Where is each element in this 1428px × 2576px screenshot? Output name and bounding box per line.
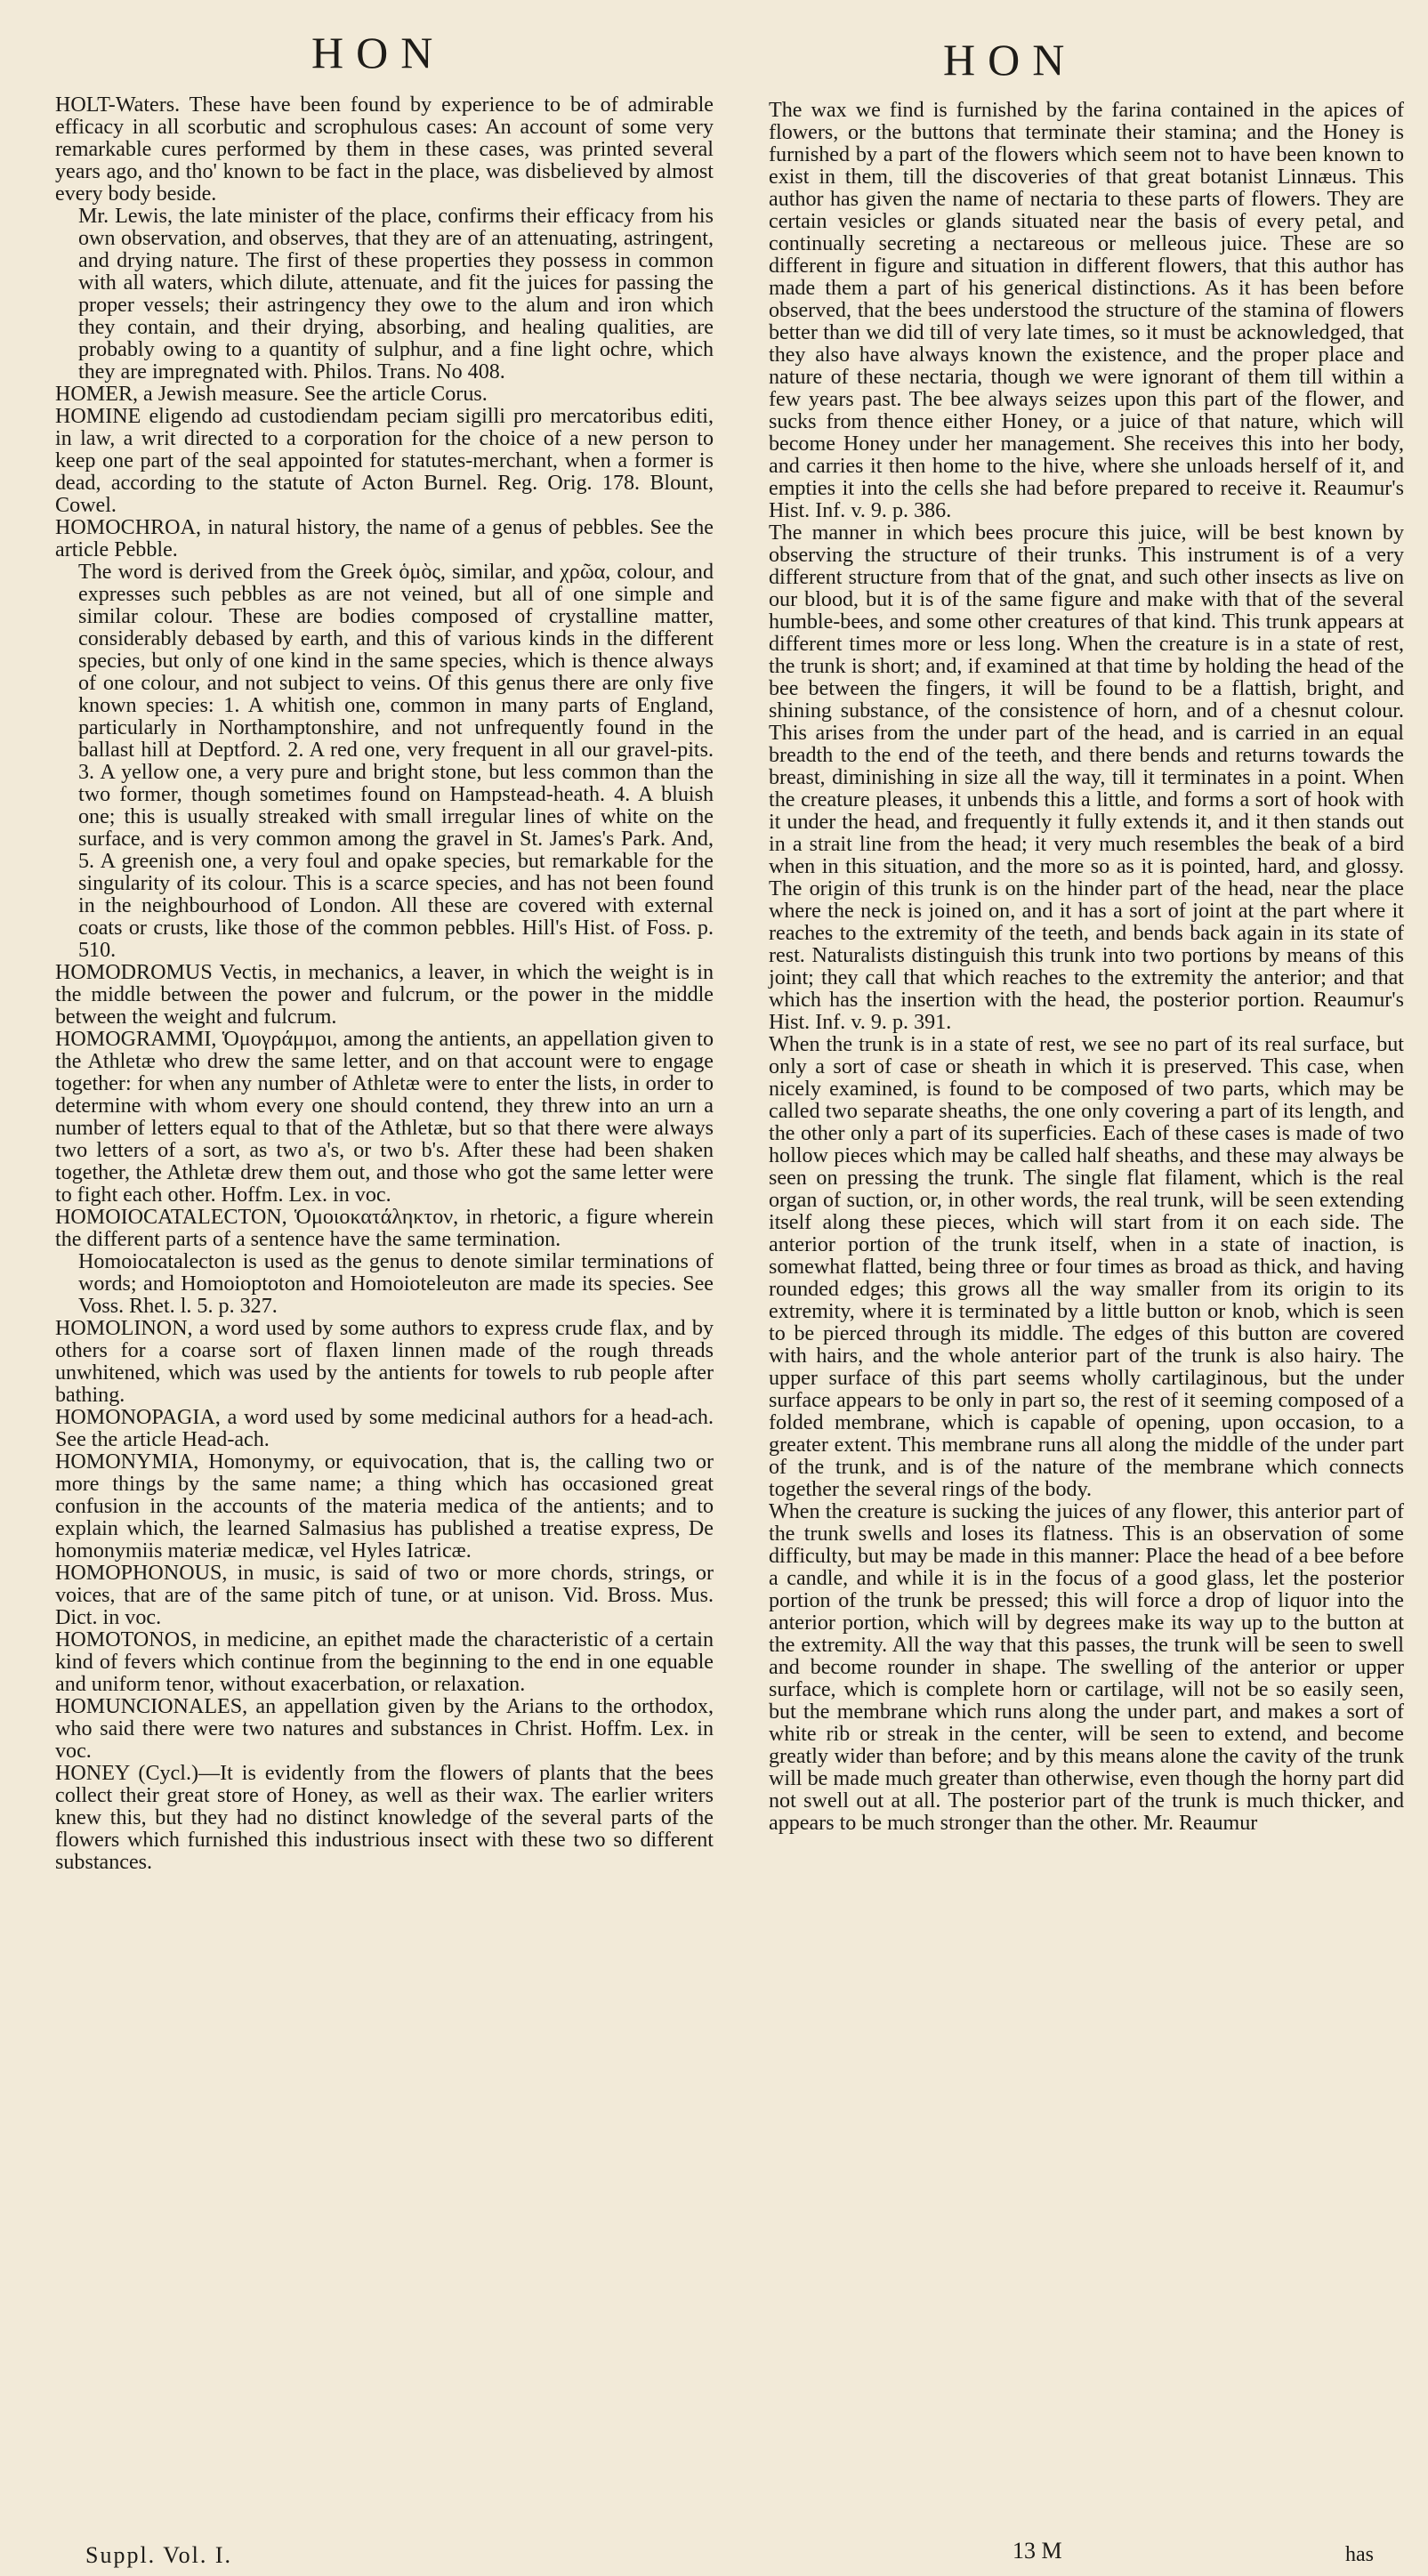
paragraph: HOMUNCIONALES, an appellation given by the Arians to the orthodox, who said there were two natures and substances in Christ. Hoffm. Lex. in voc. bbox=[55, 1695, 714, 1763]
running-head-right: HON bbox=[943, 35, 1077, 85]
paragraph: HOMER, a Jewish measure. See the article Corus. bbox=[55, 383, 488, 406]
paragraph: The wax we find is furnished by the farina contained in the apices of flowers, or the buttons that terminate their stamina; and the Honey is furnished by a part of the flowers which seem not to have been known to exist in them, till the discoveries of that great botanist Linnæus. This author has given the name of nectaria to these parts of flowers. They are certain vesicles or glands situated near the basis of every petal, and continually secreting a nectareous or melleous juice. These are so different in figure and situation in different flowers, that this author has made them a part of his generical distinctions. As it has been before observed, that the bees understood the structure of the stamina of flowers better than we did till of very late times, so it must be acknowledged, that they also have always known the existence, and the proper place and nature of these nectaria, though we were ignorant of them till within a few years past. The bee always seizes upon this part of the flower, and sucks from thence either Honey, or a juice of that nature, which will become Honey under her management. She receives this into her body, and carries it then home to the hive, where she unloads herself of it, and empties it into the cells she had before prepared to receive it. Reaumur's Hist. Inf. v. 9. p. 386. bbox=[769, 100, 1404, 522]
left-column bbox=[55, 94, 714, 2515]
running-head-left: HON bbox=[311, 28, 446, 77]
paragraph: HOMOGRAMMI, Ὁμογράμμοι, among the antients, an appellation given to the Athletæ who drew the same letter, and on that account were to engage together: for when any number of Athletæ were to enter the lists, in order to determine with whom every one should contend, they threw into an urn a number of letters equal to that of the Athletæ, but so that there were always two letters of a sort, as two a's, or two b's. After these had been shaken together, the Athletæ drew them out, and those who got the same letter were to fight each other. Hoffm. Lex. in voc. bbox=[55, 1028, 714, 1207]
paragraph: HOMOLINON, a word used by some authors to express crude flax, and by others for a coarse sort of flaxen linnen made of the rough threads unwhitened, which was used by the antients for towels to rub people after bathing. bbox=[55, 1317, 714, 1407]
paragraph: HOMOCHROA, in natural history, the name of a genus of pebbles. See the article Pebble. bbox=[55, 516, 714, 561]
signature-mark: 13 M bbox=[1013, 2538, 1062, 2564]
paragraph: Homoiocatalecton is used as the genus to denote similar terminations of words; and Homoioptoton and Homoioteleuton are made its species. See Voss. Rhet. l. 5. p. 327. bbox=[78, 1250, 714, 1318]
paragraph: HOMONOPAGIA, a word used by some medicinal authors for a head-ach. See the article Head-ach. bbox=[55, 1406, 714, 1451]
paragraph: HOMOPHONOUS, in music, is said of two or more chords, strings, or voices, that are of the same pitch of tune, or at unison. Vid. Bross. Mus. Dict. in voc. bbox=[55, 1562, 714, 1629]
paragraph: The manner in which bees procure this juice, will be best known by observing the structure of their trunks. This instrument is of a very different structure from that of the gnat, and such other insects as live on our blood, but it is of the same figure and make with that of the several humble-bees, and some other creatures of that kind. This trunk appears at different times more or less long. When the creature is in a state of rest, the trunk is short; and, if examined at that time by holding the head of the bee between the fingers, it will be found to be a flattish, bright, and shining substance, of the consistence of horn, and of a chesnut colour. This arises from the under part of the head, and is carried in an equal breadth to the end of the teeth, and there bends and returns towards the breast, diminishing in size all the way, till it terminates in a point. When the creature pleases, it unbends this a little, and forms a sort of hook with it under the head, and frequently it fully extends it, and it then stands out in a strait line from the head; it very much resembles the beak of a bird when in this situation, and the more so as it is pointed, hard, and glossy. The origin of this trunk is on the hinder part of the head, near the place where the neck is joined on, and it has a sort of joint at the part where it reaches to the extremity of the teeth, and bends back again in its state of rest. Naturalists distinguish this trunk into two portions by means of this joint; they call that which reaches to the extremity the anterior; and that which has the insertion with the head, the posterior portion. Reaumur's Hist. Inf. v. 9. p. 391. bbox=[769, 521, 1404, 1034]
right-column bbox=[746, 100, 1404, 2520]
paragraph: Mr. Lewis, the late minister of the place, confirms their efficacy from his own observation, and observes, that they are of an attenuating, astringent, and drying nature. The first of these properties they possess in common with all waters, which dilute, attenuate, and fit the juices for passing the proper vessels; their astringency they owe to the alum and iron which they contain, and their drying, absorbing, and healing qualities, are probably owing to a quantity of sulphur, and a fine light ochre, which they are impregnated with. Philos. Trans. No 408. bbox=[78, 205, 714, 384]
paragraph: HOMOTONOS, in medicine, an epithet made the characteristic of a certain kind of fevers which continue from the beginning to the end in one equable and uniform tenor, without exacerbation, or relaxation. bbox=[55, 1628, 714, 1696]
paragraph: When the creature is sucking the juices of any flower, this anterior part of the trunk swells and loses its flatness. This is an observation of some difficulty, but may be made in this manner: Place the head of a bee before a candle, and while it is in the focus of a good glass, let the posterior portion of the trunk be pressed; this will force a drop of liquor into the anterior portion, which will by degrees make its way up to the button at the extremity. All the way that this passes, the trunk will be seen to swell and become rounder in shape. The swelling of the anterior or upper surface, which is complete horn or cartilage, will not be so easily seen, but the membrane which runs along the under part, and makes a sort of white rib or streak in the center, will be seen to extend, and become greatly wider than before; and by this means alone the cavity of the trunk will be made much greater than otherwise, even though the horny part did not swell out at all. The posterior part of the trunk is much thicker, and appears to be much stronger than the other. Mr. Reaumur bbox=[769, 1500, 1404, 1835]
paragraph: HOMONYMIA, Homonymy, or equivocation, that is, the calling two or more things by the same name; a thing which has occasioned great confusion in the accounts of the materia medica of the antients; and to explain which, the learned Salmasius has published a treatise express, De homonymiis materiæ medicæ, vel Hyles Iatricæ. bbox=[55, 1450, 714, 1563]
paragraph: HOMODROMUS Vectis, in mechanics, a leaver, in which the weight is in the middle between the power and fulcrum, or the power in the middle between the weight and fulcrum. bbox=[55, 961, 714, 1029]
volume-footer: Suppl. Vol. I. bbox=[85, 2542, 233, 2568]
paragraph: The word is derived from the Greek ὁμὸς, similar, and χρῶα, colour, and expresses such pebbles as are not veined, but all of one simple and similar colour. These are bodies composed of crystalline matter, considerably debased by earth, and this of various kinds in the different species, but only of one kind in the same species, which is thence always of one colour, and not subject to veins. Of this genus there are only five known species: 1. A whitish one, common in many parts of England, particularly in Northamptonshire, and not unfrequently found in the ballast hill at Deptford. 2. A red one, very frequent in all our gravel-pits. 3. A yellow one, a very pure and bright stone, but less common than the two former, though sometimes found on Hampstead-heath. 4. A bluish one; this is usually streaked with small irregular lines of white on the surface, and is very common among the gravel in St. James's Park. And, 5. A greenish one, a very foul and opake species, but remarkable for the singularity of its colour. This is a scarce species, and has not been found in the neighbourhood of London. All these are covered with external coats or crusts, like those of the common pebbles. Hill's Hist. of Foss. p. 510. bbox=[78, 561, 714, 962]
paragraph: When the trunk is in a state of rest, we see no part of its real surface, but only a sort of case or sheath in which it is preserved. This case, when nicely examined, is found to be composed of two parts, which may be called two separate sheaths, the one only covering a part of its length, and the other only a part of its superficies. Each of these cases is made of two hollow pieces which may be called half sheaths, and these may always be seen on pressing the trunk. The single flat filament, which is the real organ of suction, or, in other words, the real trunk, will be seen extending itself along these pieces, which will start from it on each side. The anterior portion of the trunk itself, when in a state of inaction, is somewhat flatted, being three or four times as broad as thick, and having rounded edges; this grows all the way smaller from its origin to its extremity, where it is terminated by a little button or knob, which is seen to be pierced through its middle. The edges of this button are covered with hairs, and the whole anterior part of the trunk is also hairy. The upper surface of this part seems wholly cartilaginous, but the under surface appears to be only in part so, the rest of it seeming composed of a folded membrane, which is capable of opening, upon occasion, to a greater extent. This membrane runs all along the middle of the under part of the trunk, and is of the nature of the membrane which connects together the several rings of the body. bbox=[769, 1033, 1404, 1501]
paragraph: HOLT-Waters. These have been found by experience to be of admirable efficacy in all scorbutic and scrophulous cases: An account of some very remarkable cures performed by them in these cases, was printed several years ago, and tho' known to be fact in the place, was disbelieved by almost every body beside. bbox=[55, 94, 714, 206]
paragraph: HONEY (Cycl.)—It is evidently from the flowers of plants that the bees collect their great store of Honey, as well as their wax. The earlier writers knew this, but they had no distinct knowledge of the several parts of the flowers which furnished this industrious insect with these two so different substances. bbox=[55, 1762, 714, 1874]
catchword: has bbox=[1345, 2543, 1374, 2566]
paragraph: HOMINE eligendo ad custodiendam peciam sigilli pro mercatoribus editi, in law, a writ directed to a corporation for the choice of a new person to keep one part of the seal appointed for statutes-merchant, when a former is dead, according to the statute of Acton Burnel. Reg. Orig. 178. Blount, Cowel. bbox=[55, 405, 714, 517]
paragraph: HOMOIOCATALECTON, Ὁμοιοκατάληκτον, in rhetoric, a figure wherein the different parts of a sentence have the same termination. bbox=[55, 1206, 714, 1251]
